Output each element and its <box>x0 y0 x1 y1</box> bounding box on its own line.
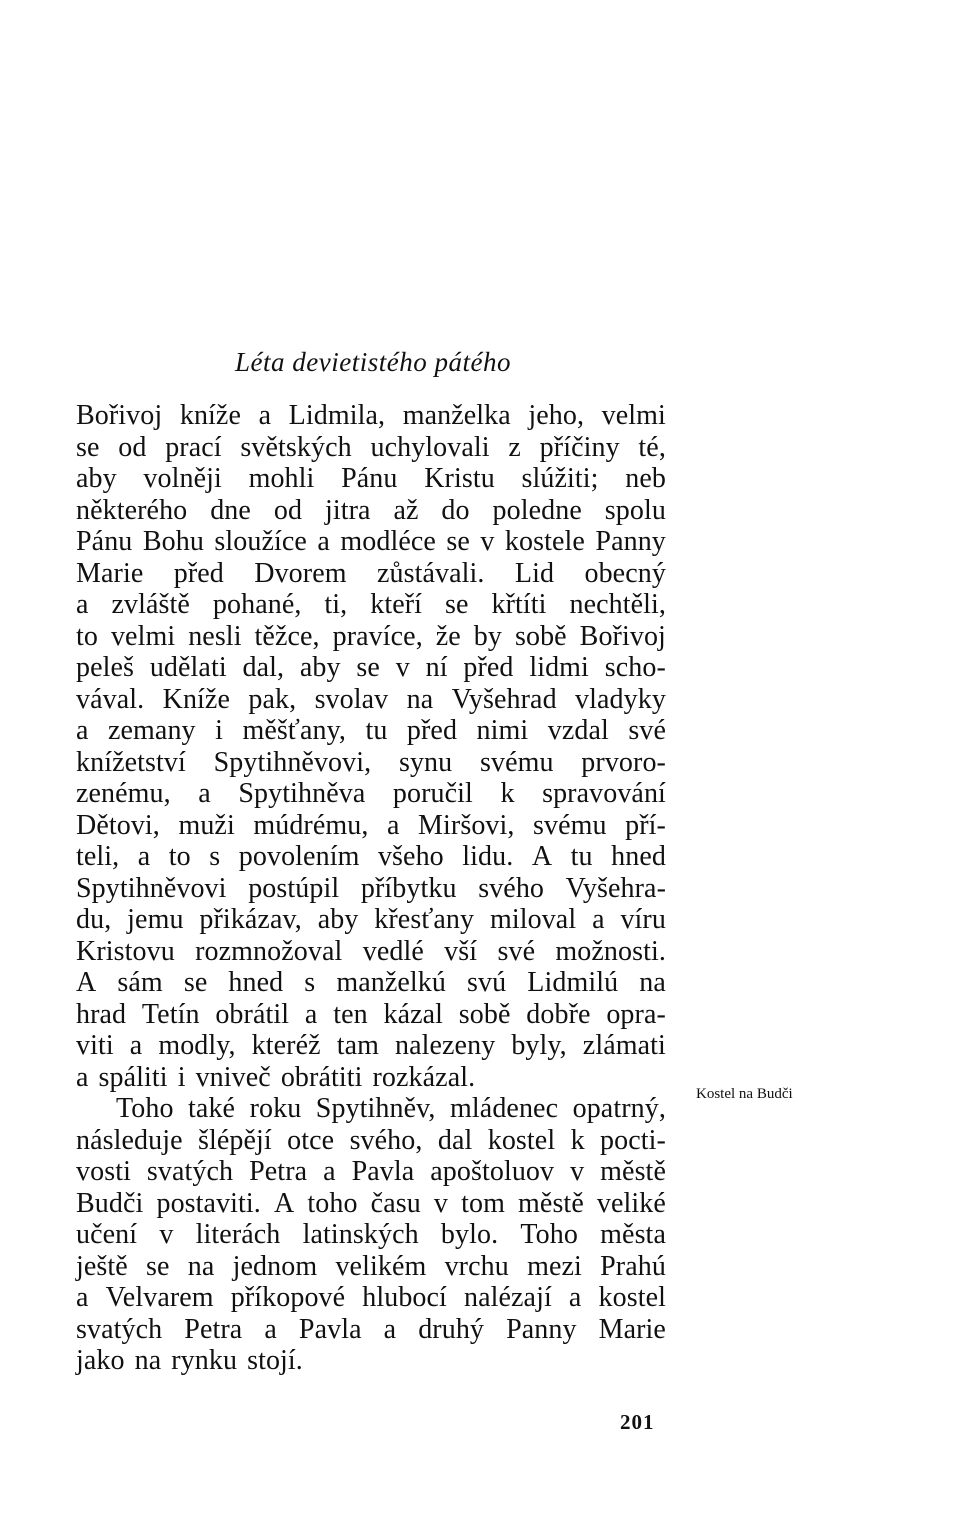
text-line <box>76 495 666 527</box>
word: dal <box>437 1124 473 1156</box>
word: svého, <box>349 1124 423 1156</box>
word: se <box>356 652 380 683</box>
word: velmi <box>601 400 666 431</box>
word: vladyky <box>575 683 666 715</box>
word: zůstávali. <box>377 557 485 589</box>
word: své <box>497 935 536 967</box>
word: Kristu <box>424 463 495 494</box>
word: s <box>304 967 316 998</box>
word: před <box>406 715 458 746</box>
word: kteréž <box>251 1030 321 1061</box>
word: svolav <box>314 683 389 715</box>
word: muži <box>178 809 235 841</box>
word: obrátil <box>215 998 290 1030</box>
margin-note: Kostel na Budči <box>696 1086 793 1102</box>
word: Velvarem <box>105 1282 214 1313</box>
word: roku <box>249 1093 302 1124</box>
word: manželkú <box>336 967 446 998</box>
word: Pavla <box>351 1156 415 1187</box>
text-line <box>76 1125 666 1157</box>
word: druhý <box>418 1313 485 1345</box>
text-line <box>76 432 666 464</box>
word: přikázav, <box>199 904 302 935</box>
word: také <box>188 1093 236 1124</box>
word: kostel <box>598 1282 666 1313</box>
word: křesťany <box>374 904 475 935</box>
word: Pavla <box>298 1313 362 1345</box>
word: městě <box>600 1156 666 1187</box>
word: hlubocí <box>362 1282 447 1313</box>
word: pravíce, <box>332 620 423 652</box>
word: v <box>395 652 410 683</box>
word: Vyšehrad <box>451 683 557 715</box>
word: se <box>183 967 208 998</box>
word: rynku <box>171 1345 238 1376</box>
word: mezi <box>527 1250 582 1282</box>
word: k <box>570 1124 585 1156</box>
word: a <box>304 998 318 1030</box>
word: ještě <box>76 1250 128 1282</box>
word: a <box>198 778 211 809</box>
word: jeho, <box>528 400 585 431</box>
word: se <box>146 1250 170 1282</box>
word: Lidmila, <box>288 400 386 431</box>
word: světských <box>240 431 352 463</box>
word: dal, <box>242 652 285 683</box>
word: své <box>628 715 666 746</box>
word: jemu <box>127 904 184 935</box>
word: zvláště <box>111 589 190 620</box>
word: a <box>264 1313 277 1345</box>
word: a <box>137 841 151 872</box>
word: možnosti. <box>555 935 666 967</box>
word: Petra <box>249 1156 308 1187</box>
word: kostel <box>487 1124 556 1156</box>
word: A <box>274 1187 295 1219</box>
word: na <box>134 1345 162 1376</box>
text-line <box>76 1219 666 1251</box>
word: Spytihněva <box>238 778 366 809</box>
word: a <box>323 1156 336 1187</box>
word: Spytihněv, <box>315 1093 436 1124</box>
text-line <box>76 652 666 684</box>
word: od <box>118 431 147 463</box>
word: by <box>473 620 502 652</box>
word: že <box>435 620 461 652</box>
word: Bořivoj <box>76 400 163 431</box>
text-line <box>76 967 666 999</box>
word: Bohu <box>142 526 204 557</box>
word: veliké <box>596 1187 666 1219</box>
word: Prahú <box>600 1250 666 1282</box>
word: neb <box>625 463 666 494</box>
word: spravování <box>542 778 666 809</box>
word: v <box>433 1187 449 1219</box>
text-line <box>76 904 666 936</box>
word: v <box>159 1219 174 1250</box>
word: svému <box>533 809 607 841</box>
word: prací <box>165 431 222 463</box>
page-number: 201 <box>620 1410 655 1434</box>
word: aby <box>299 652 341 683</box>
word: až <box>393 494 419 526</box>
word: vrchu <box>444 1250 509 1282</box>
word: hned <box>611 841 666 872</box>
word: svatých <box>146 1156 234 1187</box>
word: byly, <box>511 1030 567 1061</box>
word: pohané, <box>212 589 302 620</box>
text-line <box>76 999 666 1031</box>
word: Kristovu <box>76 935 175 967</box>
word: na <box>187 1250 215 1282</box>
word: kázal <box>383 998 444 1030</box>
word: vedlé <box>362 935 424 967</box>
text-line <box>76 1188 666 1220</box>
word: nechtěli, <box>569 589 666 620</box>
word: pocti- <box>600 1124 666 1156</box>
word: kníže <box>179 400 241 431</box>
word: Panny <box>595 526 666 557</box>
word: a <box>568 1282 582 1313</box>
word: města <box>600 1219 666 1250</box>
text-line <box>76 526 666 558</box>
word: i <box>177 1061 186 1093</box>
word: v <box>570 1156 585 1187</box>
word: otce <box>287 1124 335 1156</box>
word: a <box>386 809 400 841</box>
word: hrad <box>76 998 127 1030</box>
word: spáliti <box>98 1061 168 1093</box>
body-text <box>76 400 666 1377</box>
text-line <box>76 810 666 842</box>
word: některého <box>76 494 188 526</box>
word: dobře <box>526 998 591 1030</box>
word: manželka <box>402 400 511 431</box>
word: z <box>508 431 521 463</box>
word: křtíti <box>491 589 547 620</box>
word: a <box>76 715 89 746</box>
word: tam <box>336 1030 379 1061</box>
word: Dětovi, <box>76 809 160 841</box>
word: postaviti. <box>156 1187 261 1219</box>
word: Lid <box>514 557 555 589</box>
word: příkopové <box>230 1282 346 1313</box>
word: v <box>480 526 495 557</box>
word: do <box>441 494 470 526</box>
word: toho <box>307 1187 358 1219</box>
word: Toho <box>520 1219 578 1250</box>
text-line <box>76 1345 666 1377</box>
word: jitra <box>324 494 371 526</box>
text-line <box>76 621 666 653</box>
word: se <box>444 589 469 620</box>
word: učení <box>76 1219 138 1250</box>
word: scho- <box>604 652 666 683</box>
word: té, <box>638 431 666 463</box>
word: A <box>76 967 97 998</box>
word: stojí. <box>247 1345 303 1376</box>
text-line <box>76 1093 666 1125</box>
word: Kníže <box>162 683 230 715</box>
word: bylo. <box>440 1219 499 1250</box>
word: du, <box>76 904 112 935</box>
word: jednom <box>232 1250 318 1282</box>
word: poručil <box>392 778 473 809</box>
word: dne <box>210 494 251 526</box>
word: opatrný, <box>572 1093 666 1124</box>
word: múdrému, <box>253 809 369 841</box>
word: se <box>76 431 100 463</box>
text-line <box>76 558 666 590</box>
text-line <box>76 463 666 495</box>
word: lidu. <box>462 841 514 872</box>
word: a <box>383 1313 397 1345</box>
text-line <box>76 873 666 905</box>
word: svého <box>478 872 545 904</box>
word: literách <box>195 1219 281 1250</box>
word: kostele <box>504 526 585 557</box>
word: rozmnožoval <box>195 935 343 967</box>
word: udělati <box>149 652 227 683</box>
word: modly, <box>158 1030 236 1061</box>
word: Tetín <box>141 998 200 1030</box>
word: a <box>258 400 272 431</box>
word: příbytku <box>360 872 457 904</box>
word: kteří <box>370 589 423 620</box>
text-line <box>76 1156 666 1188</box>
text-line <box>76 1251 666 1283</box>
word: to <box>168 841 191 872</box>
word: a <box>76 589 89 620</box>
word: městě <box>518 1187 584 1219</box>
word: zenému, <box>76 778 171 809</box>
word: knížetství <box>76 746 186 778</box>
word: víru <box>620 904 666 935</box>
word: obecný <box>584 557 666 589</box>
word: vával. <box>76 683 145 715</box>
word: času <box>370 1187 421 1219</box>
word: poledne <box>492 494 582 526</box>
word: všeho <box>377 841 444 872</box>
word: lidmi <box>529 652 589 683</box>
word: Lidmilú <box>527 967 619 998</box>
word: a <box>129 1030 143 1061</box>
word: jako <box>76 1345 125 1376</box>
word: sobě <box>458 998 511 1030</box>
word: ten <box>333 998 368 1030</box>
word: sloužíce <box>214 526 307 557</box>
word: Budči <box>76 1187 144 1219</box>
word: opra- <box>606 998 666 1030</box>
word: A <box>531 841 553 872</box>
word: tu <box>570 841 593 872</box>
word: vší <box>444 935 478 967</box>
text-line <box>76 715 666 747</box>
word: na <box>639 967 666 998</box>
word: latinských <box>302 1219 419 1250</box>
word: se <box>446 526 470 557</box>
word: vzdal <box>547 715 609 746</box>
word: sobě <box>514 620 567 652</box>
word: ti, <box>324 589 348 620</box>
section-heading: Léta devietistého pátého <box>235 347 511 377</box>
word: nalézají <box>464 1282 552 1313</box>
word: Marie <box>76 557 144 589</box>
text-line <box>76 1282 666 1314</box>
word: zemany <box>108 715 196 746</box>
word: peleš <box>76 652 135 683</box>
word: Petra <box>184 1313 243 1345</box>
word: pak, <box>248 683 297 715</box>
text-line <box>76 589 666 621</box>
word: od <box>273 494 303 526</box>
word: a <box>317 526 330 557</box>
text-line <box>76 684 666 716</box>
word: prvoro- <box>581 746 666 778</box>
word: Panny <box>506 1313 577 1345</box>
word: zlámati <box>582 1030 666 1061</box>
word: mohli <box>248 463 315 494</box>
word: Marie <box>598 1313 666 1345</box>
word: Toho <box>116 1093 174 1124</box>
word: svú <box>467 967 507 998</box>
word: spolu <box>604 494 666 526</box>
word: měšťany, <box>242 715 346 746</box>
word: obrátiti <box>280 1061 363 1093</box>
word: před <box>173 557 224 589</box>
word: volněji <box>143 463 222 494</box>
word: to <box>76 620 98 652</box>
word: a <box>76 1282 89 1313</box>
word: teli, <box>76 841 120 872</box>
text-line <box>76 1030 666 1062</box>
word: velikém <box>335 1250 427 1282</box>
word: na <box>406 683 434 715</box>
word: velmi <box>110 620 176 652</box>
word: povolením <box>238 841 360 872</box>
word: a <box>76 1061 89 1093</box>
word: následuje <box>76 1124 183 1156</box>
word: postúpil <box>248 872 340 904</box>
word: Dvorem <box>254 557 347 589</box>
word: miloval <box>489 904 577 935</box>
word: Bořivoj <box>579 620 666 652</box>
word: i <box>215 715 224 746</box>
text-line <box>76 778 666 810</box>
word: Pánu <box>341 463 398 494</box>
word: Spytihněvovi, <box>213 746 372 778</box>
word: sám <box>117 967 163 998</box>
text-line <box>76 936 666 968</box>
word: apoštoluov <box>430 1156 555 1187</box>
word: před <box>463 652 514 683</box>
text-line <box>76 400 666 432</box>
word: vniveč <box>195 1061 271 1093</box>
word: rozkázal. <box>372 1061 476 1093</box>
word: viti <box>76 1030 114 1061</box>
word: nalezeny <box>395 1030 496 1061</box>
word: aby <box>76 463 117 494</box>
word: k <box>500 778 515 809</box>
word: a <box>592 904 605 935</box>
word: Spytihněvovi <box>76 872 227 904</box>
word: mládenec <box>450 1093 559 1124</box>
word: slúžiti; <box>521 463 599 494</box>
word: Vyšehra- <box>565 872 666 904</box>
word: pří- <box>625 809 666 841</box>
word: těžce, <box>254 620 320 652</box>
text-line <box>76 841 666 873</box>
word: vosti <box>76 1156 131 1187</box>
word: tu <box>365 715 388 746</box>
word: hned <box>228 967 284 998</box>
word: modléce <box>340 526 436 557</box>
text-line <box>76 747 666 779</box>
word: svému <box>479 746 554 778</box>
word: nesli <box>188 620 242 652</box>
word: Pánu <box>76 526 133 557</box>
text-line <box>76 1062 666 1094</box>
word: aby <box>317 904 359 935</box>
text-line <box>76 1314 666 1346</box>
word: šlépějí <box>198 1124 272 1156</box>
word: synu <box>398 746 453 778</box>
word: svatých <box>76 1313 163 1345</box>
word: s <box>209 841 221 872</box>
word: nimi <box>476 715 529 746</box>
word: příčiny <box>539 431 620 463</box>
word: uchylovali <box>370 431 490 463</box>
word: tom <box>461 1187 505 1219</box>
word: ní <box>425 652 448 683</box>
word: Miršovi, <box>418 809 515 841</box>
